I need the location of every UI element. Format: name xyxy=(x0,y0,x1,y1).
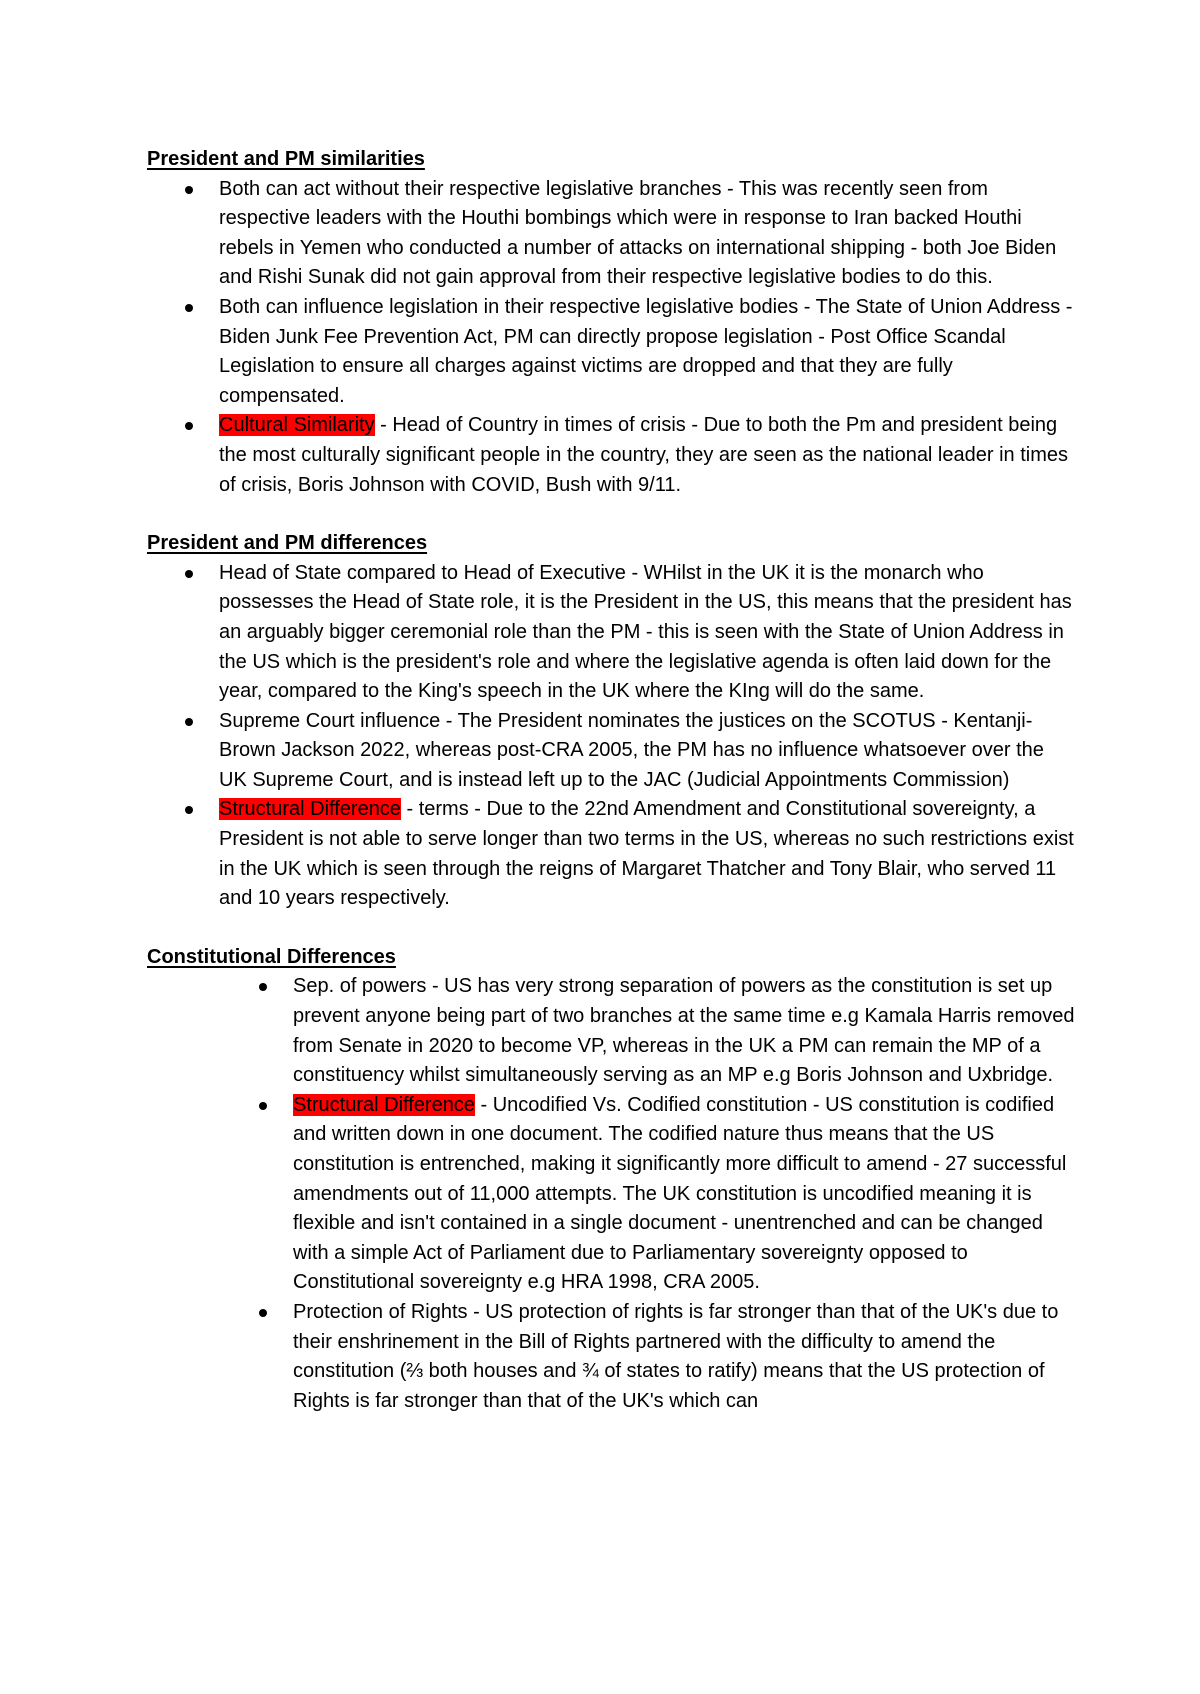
item-text: Both can act without their respective legislative branches - This was recently seen from respective leaders with the Houthi bombings which were in response to Iran backed Houthi rebels in Yemen who conducted a number of attacks on international shipping - both Joe Biden and Rishi Sunak did not gain approval from their respective legislative bodies to do this. xyxy=(219,177,1057,289)
highlighted-label: Cultural Similarity xyxy=(219,414,375,437)
item-text: - Uncodified Vs. Codified constitution - US constitution is codified and written down in one document. The codified nature thus means that the US constitution is entrenched, making it significantly more difficult to amend - 27 successful amendments out of 11,000 attempts. The UK constitution is uncodified meaning it is flexible and isn't contained in a single document - unentrenched and can be changed with a simple Act of Parliament due to Parliamentary sovereignty opposed to Constitutional sovereignty e.g HRA 1998, CRA 2005. xyxy=(293,1093,1067,1294)
list-item xyxy=(147,293,1077,411)
bullet-icon xyxy=(185,422,193,430)
bullet-icon xyxy=(259,983,267,991)
section-heading: Constitutional Differences xyxy=(147,945,396,968)
bullet-icon xyxy=(185,304,193,312)
bullet-list xyxy=(147,175,1077,501)
section-heading: President and PM differences xyxy=(147,532,428,555)
bullet-icon xyxy=(185,570,193,578)
bullet-list xyxy=(147,972,1077,1416)
section-differences xyxy=(147,529,1077,914)
list-item xyxy=(147,972,1077,1090)
item-text: Both can influence legislation in their respective legislative bodies - The State of Union Address - Biden Junk Fee Prevention Act, PM can directly propose legislation - Post Office Scandal Legislation to ensure all charges against victims are dropped and that they are fully compensated. xyxy=(219,295,1073,407)
list-item xyxy=(147,559,1077,707)
list-item xyxy=(147,795,1077,913)
highlighted-label: Structural Difference xyxy=(293,1093,475,1116)
item-text: Head of State compared to Head of Executive - WHilst in the UK it is the monarch who possesses the Head of State role, it is the President in the US, this means that the president has an arguably bigger ceremonial role than the PM - this is seen with the State of Union Address in the US which is the president's role and where the legislative agenda is often laid down for the year, compared to the King's speech in the UK where the KIng will do the same. xyxy=(219,561,1072,703)
bullet-icon xyxy=(185,806,193,814)
item-text: Protection of Rights - US protection of rights is far stronger than that of the UK's due to their enshrinement in the Bill of Rights partnered with the difficulty to amend the constitution (⅔ both houses and ¾ of states to ratify) means that the US protection of Rights is far stronger than that of the UK's which can xyxy=(293,1300,1059,1412)
bullet-icon xyxy=(185,186,193,194)
section-constitutional xyxy=(147,943,1077,1417)
section-heading: President and PM similarities xyxy=(147,148,425,170)
document-body xyxy=(147,145,1077,1416)
highlighted-label: Structural Difference xyxy=(219,798,401,821)
bullet-list xyxy=(147,559,1077,914)
section-similarities xyxy=(147,145,1077,500)
list-item xyxy=(147,1298,1077,1416)
list-item xyxy=(147,411,1077,500)
bullet-icon xyxy=(259,1102,267,1110)
list-item xyxy=(147,707,1077,796)
item-text: - terms - Due to the 22nd Amendment and Constitutional sovereignty, a President is not able to serve longer than two terms in the US, whereas no such restrictions exist in the UK which is seen through the reigns of Margaret Thatcher and Tony Blair, who served 11 and 10 years respectively. xyxy=(219,798,1074,910)
bullet-icon xyxy=(259,1309,267,1317)
bullet-icon xyxy=(185,718,193,726)
item-text: - Head of Country in times of crisis - Due to both the Pm and president being the most culturally significant people in the country, they are seen as the national leader in times of crisis, Boris Johnson with COVID, Bush with 9/11. xyxy=(219,414,1068,496)
item-text: Supreme Court influence - The President nominates the justices on the SCOTUS - Kentanji-Brown Jackson 2022, whereas post-CRA 2005, the PM has no influence whatsoever over the UK Supreme Court, and is instead left up to the JAC (Judicial Appointments Commission) xyxy=(219,709,1044,791)
list-item xyxy=(147,175,1077,293)
item-text: Sep. of powers - US has very strong separation of powers as the constitution is set up prevent anyone being part of two branches at the same time e.g Kamala Harris removed from Senate in 2020 to become VP, whereas in the UK a PM can remain the MP of a constituency whilst simultaneously serving as an MP e.g Boris Johnson and Uxbridge. xyxy=(293,975,1075,1087)
list-item xyxy=(147,1091,1077,1298)
